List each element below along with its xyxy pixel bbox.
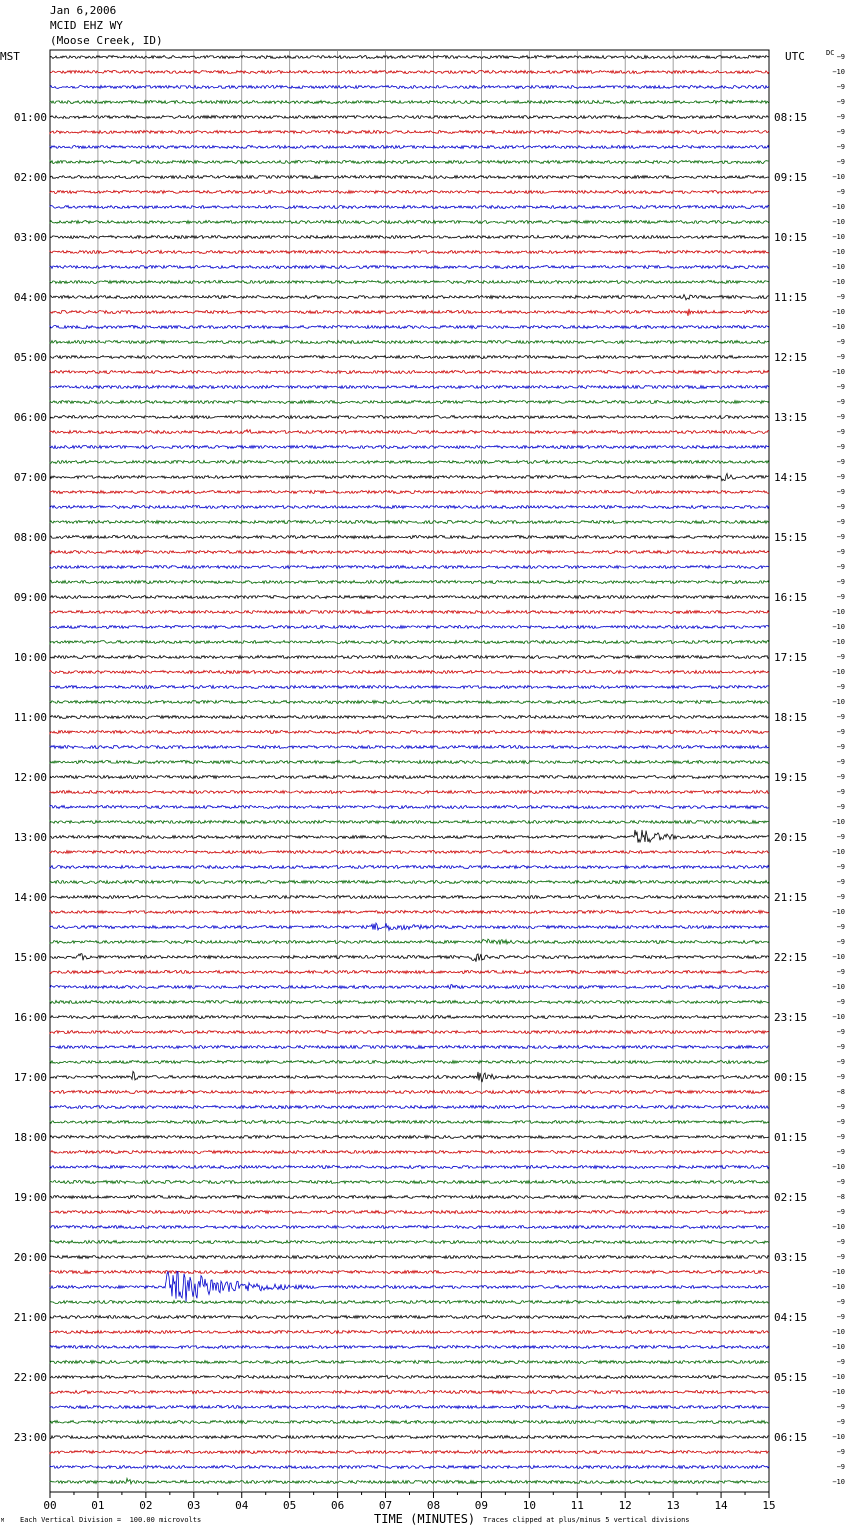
trace-line xyxy=(50,1016,769,1019)
trace-line xyxy=(50,1106,769,1109)
scale-note: Each Vertical Division = 100.00 microvolts xyxy=(20,1516,202,1524)
left-hour-label: 18:00 xyxy=(13,1131,47,1144)
left-hour-label: 10:00 xyxy=(13,651,47,664)
trace-line xyxy=(50,1136,769,1139)
trace-line xyxy=(50,251,769,254)
dc-offset-value: −10 xyxy=(832,1373,845,1381)
clip-note: Traces clipped at plus/minus 5 vertical divisions xyxy=(483,1516,690,1524)
trace-line xyxy=(50,474,769,481)
trace-line xyxy=(50,821,769,824)
dc-offset-value: −9 xyxy=(836,53,845,61)
trace-line xyxy=(50,1376,769,1379)
trace-line xyxy=(50,101,769,104)
header-location: (Moose Creek, ID) xyxy=(50,34,163,47)
dc-offset-value: −9 xyxy=(836,773,845,781)
trace-line xyxy=(50,791,769,794)
trace-line xyxy=(50,71,769,74)
left-timezone-label: MST xyxy=(0,50,20,63)
right-hour-label: 22:15 xyxy=(774,951,808,964)
x-tick-label: 08 xyxy=(426,1499,441,1512)
trace-line xyxy=(50,161,769,164)
right-hour-label: 12:15 xyxy=(774,351,808,364)
dc-offset-value: −9 xyxy=(836,593,845,601)
trace-line xyxy=(50,1478,769,1484)
dc-offset-value: −9 xyxy=(836,728,845,736)
trace-line xyxy=(50,611,769,614)
dc-offset-value: −10 xyxy=(832,908,845,916)
left-hour-label: 05:00 xyxy=(13,351,47,364)
left-hour-label: 16:00 xyxy=(13,1011,47,1024)
trace-line xyxy=(50,1046,769,1049)
trace-line xyxy=(50,1121,769,1124)
x-tick-label: 13 xyxy=(666,1499,680,1512)
dc-offset-value: −10 xyxy=(832,68,845,76)
trace-line xyxy=(50,761,769,764)
right-hour-label: 11:15 xyxy=(774,291,808,304)
left-hour-label: 23:00 xyxy=(13,1431,47,1444)
trace-line xyxy=(50,1226,769,1229)
trace-line xyxy=(50,566,769,569)
trace-line xyxy=(50,56,769,59)
trace-line xyxy=(50,939,769,944)
trace-line xyxy=(50,236,769,239)
left-hour-label: 20:00 xyxy=(13,1251,47,1264)
trace-line xyxy=(50,1301,769,1304)
trace-line xyxy=(50,851,769,854)
dc-offset-value: −9 xyxy=(836,503,845,511)
trace-line xyxy=(50,881,769,884)
dc-offset-value: −9 xyxy=(836,1253,845,1261)
trace-line xyxy=(50,356,769,359)
dc-offset-value: −9 xyxy=(836,1448,845,1456)
dc-offset-value: −10 xyxy=(832,983,845,991)
x-tick-label: 03 xyxy=(187,1499,201,1512)
right-hour-label: 17:15 xyxy=(774,651,808,664)
trace-line xyxy=(50,656,769,659)
right-hour-label: 01:15 xyxy=(774,1131,808,1144)
left-hour-label: 03:00 xyxy=(13,231,47,244)
dc-offset-value: −9 xyxy=(836,1133,845,1141)
dc-offset-value: −9 xyxy=(836,1043,845,1051)
dc-offset-value: −8 xyxy=(836,1088,845,1096)
trace-line xyxy=(50,686,769,689)
dc-offset-value: −9 xyxy=(836,548,845,556)
trace-line xyxy=(50,206,769,209)
trace-line xyxy=(50,830,769,843)
right-hour-label: 20:15 xyxy=(774,831,808,844)
dc-offset-value: −9 xyxy=(836,413,845,421)
right-hour-label: 08:15 xyxy=(774,111,808,124)
right-hour-label: 23:15 xyxy=(774,1011,808,1024)
dc-offset-value: −10 xyxy=(832,608,845,616)
dc-offset-value: −10 xyxy=(832,203,845,211)
dc-offset-value: −10 xyxy=(832,1328,845,1336)
trace-line xyxy=(50,1466,769,1469)
dc-offset-value: −8 xyxy=(836,1193,845,1201)
trace-line xyxy=(50,1316,769,1319)
trace-line xyxy=(50,191,769,194)
trace-line xyxy=(50,401,769,404)
right-hour-label: 15:15 xyxy=(774,531,808,544)
right-hour-label: 16:15 xyxy=(774,591,808,604)
dc-offset-value: −10 xyxy=(832,623,845,631)
x-tick-label: 07 xyxy=(378,1499,393,1512)
trace-line xyxy=(50,581,769,584)
header-station: MCID EHZ WY xyxy=(50,19,123,32)
trace-line xyxy=(50,1166,769,1169)
dc-offset-value: −9 xyxy=(836,1313,845,1321)
trace-line xyxy=(50,506,769,509)
dc-offset-value: −9 xyxy=(836,1463,845,1471)
dc-offset-value: −9 xyxy=(836,1418,845,1426)
left-hour-label: 07:00 xyxy=(13,471,47,484)
dc-offset-value: −10 xyxy=(832,818,845,826)
dc-offset-value: −9 xyxy=(836,383,845,391)
trace-line xyxy=(50,596,769,599)
dc-offset-value: −9 xyxy=(836,1058,845,1066)
x-tick-label: 12 xyxy=(618,1499,632,1512)
trace-line xyxy=(50,1421,769,1424)
right-hour-label: 19:15 xyxy=(774,771,808,784)
dc-offset-value: −9 xyxy=(836,998,845,1006)
dc-offset-value: −10 xyxy=(832,323,845,331)
trace-line xyxy=(50,776,769,779)
dc-offset-value: −10 xyxy=(832,218,845,226)
trace-line xyxy=(50,1151,769,1154)
left-hour-label: 14:00 xyxy=(13,891,47,904)
right-hour-label: 02:15 xyxy=(774,1191,808,1204)
trace-line xyxy=(50,1071,769,1082)
dc-offset-value: −10 xyxy=(832,368,845,376)
dc-offset-value: −9 xyxy=(836,923,845,931)
trace-line xyxy=(50,1272,769,1302)
left-hour-label: 19:00 xyxy=(13,1191,47,1204)
corner-mark: M xyxy=(1,1518,5,1524)
x-axis-label: TIME (MINUTES) xyxy=(374,1512,476,1526)
dc-offset-value: −9 xyxy=(836,143,845,151)
trace-line xyxy=(50,309,769,316)
dc-offset-value: −9 xyxy=(836,1103,845,1111)
trace-line xyxy=(50,1241,769,1244)
trace-line xyxy=(50,1256,769,1259)
trace-line xyxy=(50,295,769,300)
dc-offset-value: −9 xyxy=(836,893,845,901)
trace-line xyxy=(50,1271,769,1274)
dc-offset-value: −9 xyxy=(836,743,845,751)
dc-offset-value: −9 xyxy=(836,458,845,466)
left-hour-label: 08:00 xyxy=(13,531,47,544)
trace-line xyxy=(50,731,769,734)
dc-offset-value: −9 xyxy=(836,713,845,721)
trace-line xyxy=(50,446,769,449)
trace-line xyxy=(50,430,769,434)
dc-offset-value: −9 xyxy=(836,128,845,136)
left-hour-label: 06:00 xyxy=(13,411,47,424)
dc-offset-value: −9 xyxy=(836,293,845,301)
right-hour-label: 18:15 xyxy=(774,711,808,724)
trace-line xyxy=(50,806,769,809)
dc-offset-value: −10 xyxy=(832,1163,845,1171)
left-hour-label: 15:00 xyxy=(13,951,47,964)
trace-line xyxy=(50,1391,769,1394)
x-tick-label: 02 xyxy=(139,1499,153,1512)
dc-offset-value: −9 xyxy=(836,1148,845,1156)
trace-line xyxy=(50,1196,769,1199)
trace-line xyxy=(50,1211,769,1214)
dc-offset-value: −9 xyxy=(836,1028,845,1036)
trace-line xyxy=(50,371,769,374)
trace-line xyxy=(50,461,769,464)
right-hour-label: 05:15 xyxy=(774,1371,808,1384)
dc-offset-value: −9 xyxy=(836,653,845,661)
x-tick-label: 05 xyxy=(283,1499,297,1512)
dc-offset-value: −10 xyxy=(832,638,845,646)
trace-line xyxy=(50,866,769,869)
trace-line xyxy=(50,746,769,749)
dc-offset-value: −10 xyxy=(832,1223,845,1231)
right-hour-label: 04:15 xyxy=(774,1311,808,1324)
trace-line xyxy=(50,131,769,134)
dc-offset-value: −10 xyxy=(832,263,845,271)
trace-line xyxy=(50,954,769,962)
dc-offset-value: −9 xyxy=(836,1118,845,1126)
trace-line xyxy=(50,923,769,930)
dc-offset-value: −10 xyxy=(832,1343,845,1351)
dc-offset-value: −9 xyxy=(836,938,845,946)
trace-line xyxy=(50,626,769,629)
right-hour-label: 00:15 xyxy=(774,1071,808,1084)
dc-offset-value: −9 xyxy=(836,878,845,886)
left-hour-label: 01:00 xyxy=(13,111,47,124)
right-hour-label: 06:15 xyxy=(774,1431,808,1444)
trace-line xyxy=(50,1451,769,1454)
dc-offset-value: −9 xyxy=(836,1403,845,1411)
left-hour-label: 13:00 xyxy=(13,831,47,844)
dc-offset-value: −9 xyxy=(836,158,845,166)
x-tick-label: 04 xyxy=(235,1499,249,1512)
trace-line xyxy=(50,326,769,329)
right-hour-label: 14:15 xyxy=(774,471,808,484)
left-hour-label: 22:00 xyxy=(13,1371,47,1384)
trace-line xyxy=(50,1331,769,1334)
dc-offset-value: −9 xyxy=(836,188,845,196)
dc-label: DC xyxy=(826,49,835,57)
dc-offset-value: −10 xyxy=(832,308,845,316)
left-hour-label: 09:00 xyxy=(13,591,47,604)
trace-line xyxy=(50,1001,769,1004)
dc-offset-value: −10 xyxy=(832,1268,845,1276)
header-date: Jan 6,2006 xyxy=(50,4,117,17)
dc-offset-value: −10 xyxy=(832,953,845,961)
dc-offset-value: −9 xyxy=(836,563,845,571)
trace-line xyxy=(50,1361,769,1364)
trace-line xyxy=(50,551,769,554)
trace-line xyxy=(50,281,769,284)
dc-offset-value: −9 xyxy=(836,683,845,691)
x-tick-label: 11 xyxy=(570,1499,584,1512)
x-tick-label: 06 xyxy=(330,1499,345,1512)
x-tick-label: 09 xyxy=(474,1499,489,1512)
trace-line xyxy=(50,341,769,344)
dc-offset-value: −9 xyxy=(836,968,845,976)
trace-line xyxy=(50,86,769,89)
dc-offset-value: −9 xyxy=(836,1238,845,1246)
trace-line xyxy=(50,671,769,674)
trace-line xyxy=(50,641,769,644)
dc-offset-value: −9 xyxy=(836,518,845,526)
dc-offset-value: −10 xyxy=(832,1013,845,1021)
trace-line xyxy=(50,911,769,914)
left-hour-label: 17:00 xyxy=(13,1071,47,1084)
dc-offset-value: −9 xyxy=(836,443,845,451)
right-hour-label: 09:15 xyxy=(774,171,808,184)
x-tick-label: 15 xyxy=(762,1499,776,1512)
dc-offset-value: −9 xyxy=(836,533,845,541)
trace-line xyxy=(50,896,769,899)
dc-offset-value: −9 xyxy=(836,98,845,106)
dc-offset-value: −9 xyxy=(836,578,845,586)
trace-line xyxy=(50,1031,769,1034)
trace-line xyxy=(50,116,769,119)
dc-offset-value: −9 xyxy=(836,338,845,346)
dc-offset-value: −10 xyxy=(832,1478,845,1486)
left-hour-label: 11:00 xyxy=(13,711,47,724)
trace-line xyxy=(50,491,769,494)
dc-offset-value: −9 xyxy=(836,1178,845,1186)
right-timezone-label: UTC xyxy=(785,50,805,63)
trace-line xyxy=(50,416,769,419)
trace-line xyxy=(50,1091,769,1094)
trace-line xyxy=(50,1436,769,1439)
dc-offset-value: −10 xyxy=(832,278,845,286)
dc-offset-value: −9 xyxy=(836,1208,845,1216)
dc-offset-value: −9 xyxy=(836,863,845,871)
trace-line xyxy=(50,985,769,989)
x-tick-label: 10 xyxy=(522,1499,536,1512)
left-hour-label: 04:00 xyxy=(13,291,47,304)
dc-offset-value: −9 xyxy=(836,473,845,481)
dc-offset-value: −9 xyxy=(836,398,845,406)
x-tick-label: 01 xyxy=(91,1499,105,1512)
right-hour-label: 13:15 xyxy=(774,411,808,424)
dc-offset-value: −9 xyxy=(836,113,845,121)
trace-line xyxy=(50,146,769,149)
dc-offset-value: −9 xyxy=(836,353,845,361)
dc-offset-value: −10 xyxy=(832,248,845,256)
trace-line xyxy=(50,1061,769,1064)
dc-offset-value: −10 xyxy=(832,1433,845,1441)
x-tick-label: 14 xyxy=(714,1499,728,1512)
trace-line xyxy=(50,701,769,704)
dc-offset-value: −10 xyxy=(832,1283,845,1291)
trace-line xyxy=(50,971,769,974)
right-hour-label: 03:15 xyxy=(774,1251,808,1264)
left-hour-label: 21:00 xyxy=(13,1311,47,1324)
dc-offset-value: −10 xyxy=(832,173,845,181)
dc-offset-value: −9 xyxy=(836,788,845,796)
dc-offset-value: −9 xyxy=(836,488,845,496)
trace-line xyxy=(50,1406,769,1409)
dc-offset-value: −10 xyxy=(832,698,845,706)
right-hour-label: 21:15 xyxy=(774,891,808,904)
dc-offset-value: −10 xyxy=(832,668,845,676)
dc-offset-value: −9 xyxy=(836,833,845,841)
trace-line xyxy=(50,176,769,179)
trace-line xyxy=(50,1181,769,1184)
dc-offset-value: −10 xyxy=(832,233,845,241)
right-hour-label: 10:15 xyxy=(774,231,808,244)
trace-line xyxy=(50,521,769,524)
dc-offset-value: −9 xyxy=(836,1073,845,1081)
x-tick-label: 00 xyxy=(43,1499,57,1512)
trace-line xyxy=(50,221,769,224)
trace-line xyxy=(50,386,769,389)
dc-offset-value: −10 xyxy=(832,848,845,856)
trace-line xyxy=(50,1346,769,1349)
left-hour-label: 02:00 xyxy=(13,171,47,184)
trace-line xyxy=(50,266,769,269)
dc-offset-value: −9 xyxy=(836,803,845,811)
left-hour-label: 12:00 xyxy=(13,771,47,784)
dc-offset-value: −9 xyxy=(836,1358,845,1366)
trace-line xyxy=(50,716,769,719)
dc-offset-value: −9 xyxy=(836,83,845,91)
dc-offset-value: −9 xyxy=(836,1298,845,1306)
dc-offset-value: −10 xyxy=(832,1388,845,1396)
dc-offset-value: −9 xyxy=(836,428,845,436)
dc-offset-value: −9 xyxy=(836,758,845,766)
trace-line xyxy=(50,536,769,539)
